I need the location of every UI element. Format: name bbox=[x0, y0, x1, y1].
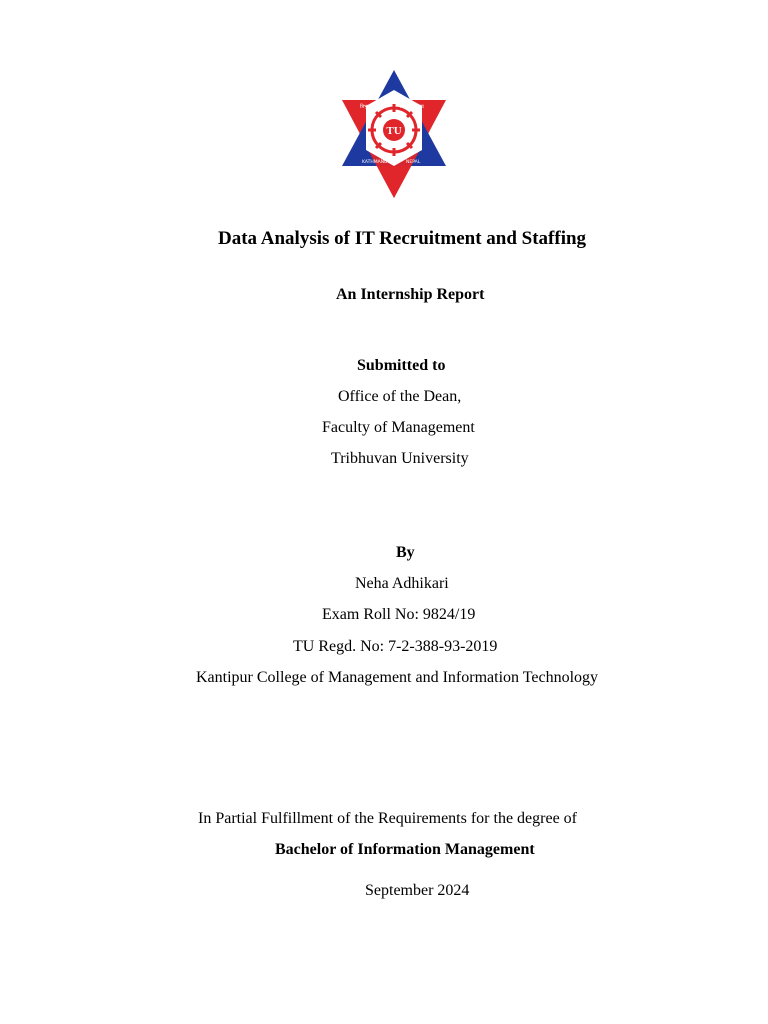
fulfillment-line: In Partial Fulfillment of the Requirements for the degree of bbox=[198, 810, 577, 827]
college-name: Kantipur College of Management and Information Technology bbox=[196, 669, 599, 686]
by-heading: By bbox=[396, 544, 415, 561]
logo-text-top-left: त्रिभुवन bbox=[360, 104, 374, 110]
exam-roll: Exam Roll No: 9824/19 bbox=[322, 606, 476, 623]
report-subtitle: An Internship Report bbox=[336, 286, 485, 303]
submission-date: September 2024 bbox=[365, 882, 470, 899]
logo-text-bottom-right: NEPAL bbox=[406, 160, 421, 165]
logo-text-top-right: विश्वविद्यालय bbox=[400, 104, 424, 110]
submitted-office: Office of the Dean, bbox=[338, 388, 462, 405]
logo-monogram: TU bbox=[386, 125, 402, 137]
tu-regd: TU Regd. No: 7-2-388-93-2019 bbox=[293, 638, 498, 655]
tribhuvan-university-logo bbox=[338, 68, 450, 200]
logo-text-bottom-left: KATHMANDU bbox=[362, 160, 391, 165]
report-title: Data Analysis of IT Recruitment and Staffing bbox=[218, 228, 587, 249]
submitted-university: Tribhuvan University bbox=[331, 450, 469, 467]
submitted-heading: Submitted to bbox=[357, 357, 446, 374]
author-name: Neha Adhikari bbox=[355, 575, 449, 592]
submitted-faculty: Faculty of Management bbox=[322, 419, 475, 436]
degree-name: Bachelor of Information Management bbox=[275, 841, 535, 858]
